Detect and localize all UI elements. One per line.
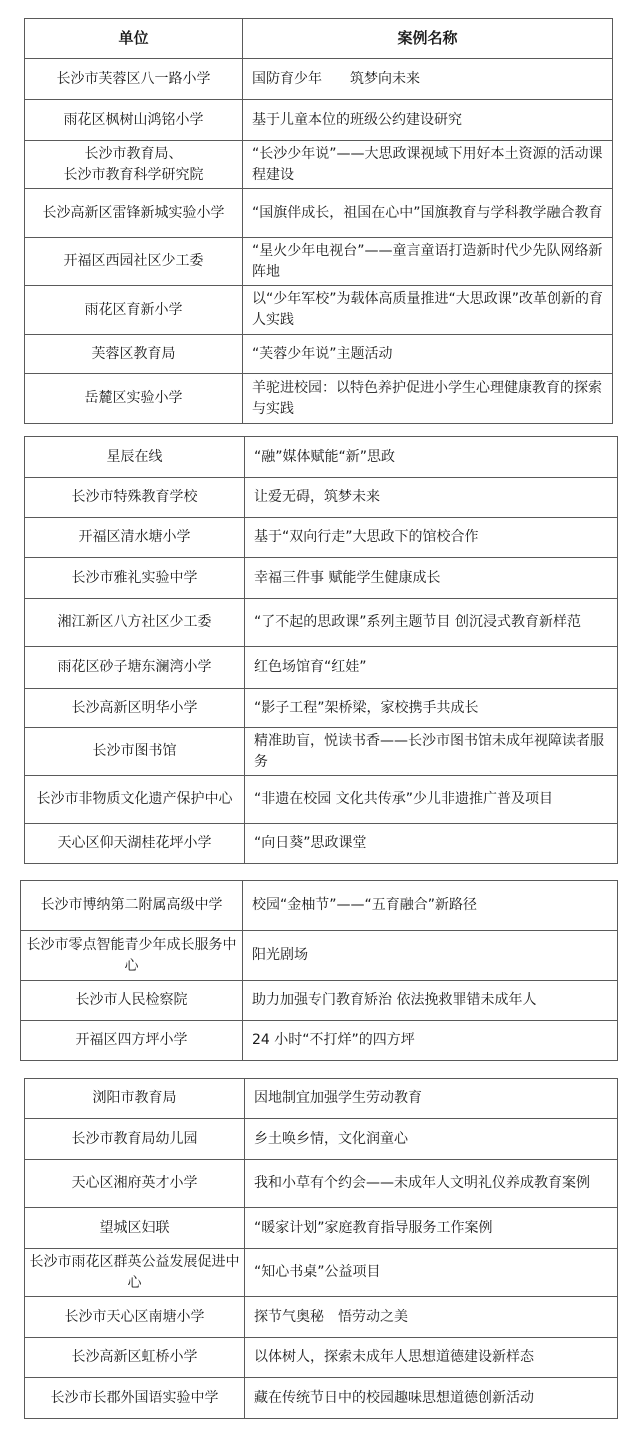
table-row (25, 1297, 618, 1338)
table-row (25, 776, 618, 824)
table-row (25, 558, 618, 599)
case-cell: 国防育少年 筑梦向未来 (243, 59, 613, 100)
unit-cell: 长沙市长郡外国语实验中学 (25, 1378, 245, 1419)
unit-cell: 雨花区枫树山鸿铭小学 (25, 100, 243, 141)
table-row (25, 689, 618, 728)
case-cell: “暖家计划”家庭教育指导服务工作案例 (245, 1208, 618, 1249)
case-cell: “国旗伴成长，祖国在心中”国旗教育与学科教学融合教育 (243, 189, 613, 238)
case-cell: “向日葵”思政课堂 (245, 824, 618, 864)
case-cell: “长沙少年说”——大思政课视域下用好本土资源的活动课程建设 (243, 141, 613, 189)
table-row (25, 286, 613, 335)
table-row (25, 100, 613, 141)
unit-cell: 雨花区育新小学 (25, 286, 243, 335)
table-row (25, 478, 618, 518)
case-cell: 红色场馆育“红娃” (245, 647, 618, 689)
table-row (25, 1160, 618, 1208)
unit-cell: 长沙市教育局、 长沙市教育科学研究院 (25, 141, 243, 189)
table-row (21, 1021, 618, 1061)
unit-cell: 长沙市图书馆 (25, 728, 245, 776)
case-table-segment-1 (24, 18, 613, 424)
header-unit: 单位 (25, 19, 243, 59)
case-cell: 探节气奥秘 悟劳动之美 (245, 1297, 618, 1338)
case-cell: 校园“金柚节”——“五育融合”新路径 (243, 881, 618, 931)
table-row (25, 824, 618, 864)
case-cell: “非遗在校园 文化共传承”少儿非遗推广普及项目 (245, 776, 618, 824)
case-cell: 我和小草有个约会——未成年人文明礼仪养成教育案例 (245, 1160, 618, 1208)
unit-cell: 长沙高新区明华小学 (25, 689, 245, 728)
case-cell: 精准助盲，悦读书香——长沙市图书馆未成年视障读者服务 (245, 728, 618, 776)
unit-cell: 长沙市零点智能青少年成长服务中心 (21, 931, 243, 981)
case-table-segment-4 (24, 1078, 618, 1419)
table-row (25, 728, 618, 776)
table-row (25, 1378, 618, 1419)
case-cell: “了不起的思政课”系列主题节目 创沉浸式教育新样范 (245, 599, 618, 647)
case-cell: 以体树人，探索未成年人思想道德建设新样态 (245, 1338, 618, 1378)
unit-cell: 长沙市人民检察院 (21, 981, 243, 1021)
case-cell: “知心书桌”公益项目 (245, 1249, 618, 1297)
case-table-segment-2 (24, 436, 618, 864)
case-table-segment-3 (20, 880, 618, 1061)
table-row (25, 335, 613, 374)
unit-cell: 长沙市天心区南塘小学 (25, 1297, 245, 1338)
unit-cell: 开福区清水塘小学 (25, 518, 245, 558)
case-cell: 因地制宜加强学生劳动教育 (245, 1079, 618, 1119)
table-header-row (25, 19, 613, 59)
table-row (25, 1249, 618, 1297)
unit-cell: 望城区妇联 (25, 1208, 245, 1249)
table-row (21, 981, 618, 1021)
case-cell: 藏在传统节日中的校园趣味思想道德创新活动 (245, 1378, 618, 1419)
table-row (25, 437, 618, 478)
unit-cell: 长沙市教育局幼儿园 (25, 1119, 245, 1160)
case-cell: 基于儿童本位的班级公约建设研究 (243, 100, 613, 141)
case-cell: 24 小时“不打烊”的四方坪 (243, 1021, 618, 1061)
case-cell: 幸福三件事 赋能学生健康成长 (245, 558, 618, 599)
case-cell: “芙蓉少年说”主题活动 (243, 335, 613, 374)
table-row (21, 881, 618, 931)
case-cell: 乡土唤乡情，文化润童心 (245, 1119, 618, 1160)
table-row (25, 189, 613, 238)
unit-cell: 雨花区砂子塘东澜湾小学 (25, 647, 245, 689)
table-row (21, 931, 618, 981)
table-row (25, 518, 618, 558)
unit-cell: 天心区湘府英才小学 (25, 1160, 245, 1208)
unit-cell: 开福区西园社区少工委 (25, 238, 243, 286)
unit-cell: 长沙市芙蓉区八一路小学 (25, 59, 243, 100)
table-row (25, 1208, 618, 1249)
header-case: 案例名称 (243, 19, 613, 59)
case-cell: 基于“双向行走”大思政下的馆校合作 (245, 518, 618, 558)
unit-cell: 长沙市特殊教育学校 (25, 478, 245, 518)
unit-cell: 长沙市雨花区群英公益发展促进中心 (25, 1249, 245, 1297)
unit-cell: 岳麓区实验小学 (25, 374, 243, 424)
unit-cell: 长沙高新区雷锋新城实验小学 (25, 189, 243, 238)
table-row (25, 647, 618, 689)
unit-cell: 长沙市博纳第二附属高级中学 (21, 881, 243, 931)
table-row (25, 1338, 618, 1378)
unit-cell: 开福区四方坪小学 (21, 1021, 243, 1061)
unit-cell: 浏阳市教育局 (25, 1079, 245, 1119)
table-row (25, 141, 613, 189)
table-row (25, 238, 613, 286)
table-row (25, 599, 618, 647)
unit-cell: 湘江新区八方社区少工委 (25, 599, 245, 647)
table-row (25, 59, 613, 100)
unit-cell: 天心区仰天湖桂花坪小学 (25, 824, 245, 864)
case-cell: “星火少年电视台”——童言童语打造新时代少先队网络新阵地 (243, 238, 613, 286)
table-row (25, 1079, 618, 1119)
case-cell: 让爱无碍，筑梦未来 (245, 478, 618, 518)
unit-cell: 芙蓉区教育局 (25, 335, 243, 374)
unit-cell: 长沙市非物质文化遗产保护中心 (25, 776, 245, 824)
table-row (25, 374, 613, 424)
unit-cell: 星辰在线 (25, 437, 245, 478)
case-cell: 羊驼进校园：以特色养护促进小学生心理健康教育的探索与实践 (243, 374, 613, 424)
table-row (25, 1119, 618, 1160)
case-cell: “影子工程”架桥梁，家校携手共成长 (245, 689, 618, 728)
unit-cell: 长沙市雅礼实验中学 (25, 558, 245, 599)
case-cell: 助力加强专门教育矫治 依法挽救罪错未成年人 (243, 981, 618, 1021)
case-cell: 阳光剧场 (243, 931, 618, 981)
case-cell: “融”媒体赋能“新”思政 (245, 437, 618, 478)
unit-cell: 长沙高新区虹桥小学 (25, 1338, 245, 1378)
case-cell: 以“少年军校”为载体高质量推进“大思政课”改革创新的育人实践 (243, 286, 613, 335)
